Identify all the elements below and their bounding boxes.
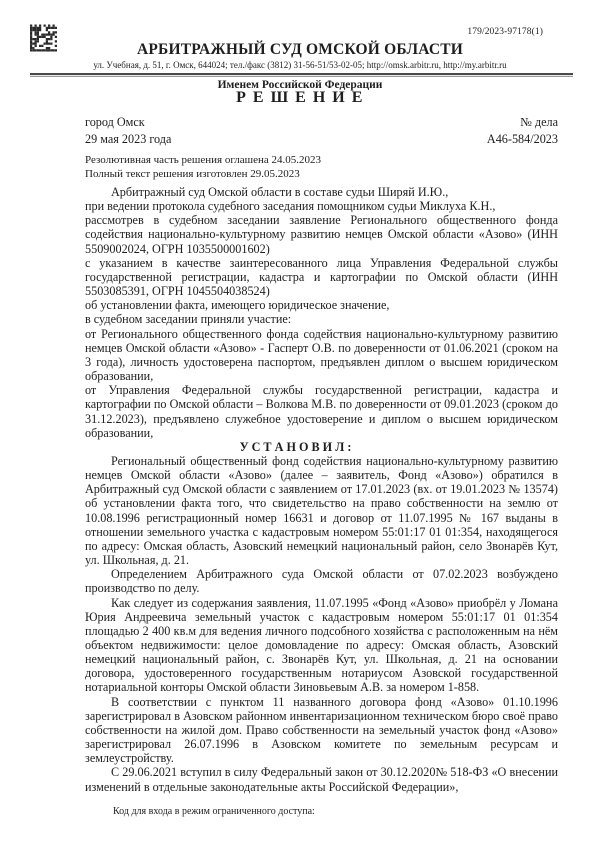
decision-date: 29 мая 2023 года (85, 131, 172, 146)
body-paragraph: С 29.06.2021 вступил в силу Федеральный закон от 30.12.2020№ 518-ФЗ «О внесении изменений в отдельные законодательные акты Российской Федерации», (85, 765, 558, 794)
preamble-paragraph: с указанием в качестве заинтересованного лица Управления Федеральной службы государственной регистрации, кадастра и картографии по Омской области (ИНН 5503085391, ОГРН 1045504038524) (85, 255, 558, 299)
body-paragraph: В соответствии с пунктом 11 названного договора фонд «Азово» 01.10.1996 зарегистрировал в Азовском районном инвентаризационном техническом бюро своё право собственности на жилой дом. Право собственности на земельный участок фонд «Азово» зарегистрировал 26.07.1996 в Азовском комитете по земельным ресурсам и землеустройству. (85, 694, 558, 766)
preamble-paragraph: в судебном заседании приняли участие: (85, 312, 292, 327)
decision-city: город Омск (85, 115, 145, 129)
resolution-dates-block (85, 153, 558, 181)
preamble-paragraph: от Управления Федеральной службы государственной регистрации, кадастра и картографии по Омской области – Волкова М.В. по доверенности от 09.01.2023 (сроком до 31.12.2023), предъявлено служебное удостоверение и диплом о высшем юридическом образовании, (85, 383, 558, 440)
body-paragraph: Региональный общественный фонд содействия национально-культурному развитию немцев Омской области «Азово» (далее – заявитель, Фонд «Азово») обратился в Арбитражный суд Омской области с заявлением от 17.01.2023 (вх. от 19.01.2023 № 13574) об установлении факта того, что свидетельство на право собственности на землю от 10.08.1996 регистрационный номер 16631 и договор от 11.07.1995 № 167 выданы в отношении земельного участка с кадастровым номером 55:01:17 01 01:354, находящегося по адресу: Омская область, Азовский немецкий национальный район, село Звонарёв Кут, ул. Школьная, д. 21. (85, 453, 558, 568)
case-number-block (487, 114, 558, 147)
preamble-paragraph: об установлении факта, имеющего юридическое значение, (85, 298, 390, 313)
preamble-paragraph: при ведении протокола судебного заседания помощником судьи Миклуха К.Н., (85, 199, 496, 214)
resolutive-part-line: Резолютивная часть решения оглашена 24.05.2023 (85, 154, 322, 166)
court-name-title: АРБИТРАЖНЫЙ СУД ОМСКОЙ ОБЛАСТИ (136, 41, 464, 58)
place-and-date (85, 114, 171, 147)
case-number-label: № дела (520, 115, 558, 129)
case-number: А46-584/2023 (486, 131, 558, 146)
decision-title: Р Е Ш Е Н И Е (236, 89, 364, 106)
ustanovil-heading: У С Т А Н О В И Л : (239, 439, 352, 454)
court-address-line: ул. Учебная, д. 51, г. Омск, 644024; тел./факс (3812) 31-56-51/53-02-05; http://omsk.arbitr.ru, http://my.arbitr.ru (93, 60, 507, 70)
preamble-paragraph: от Регионального общественного фонда содействия национально-культурному развитию немцев Омской области «Азово» - Гасперт О.В. по доверенности от 01.06.2021 (сроком на 3 года), личность удостоверена паспортом, предъявлен диплом о высшем юридическом образовании, (85, 326, 558, 384)
case-meta-block (85, 114, 558, 147)
full-text-line: Полный текст решения изготовлен 29.05.2023 (85, 168, 300, 180)
preamble-paragraph: Арбитражный суд Омской области в составе судьи Ширяй И.Ю., (111, 185, 449, 199)
preamble-paragraph: рассмотрев в судебном заседании заявление Регионального общественного фонда содействия национально-культурному развитию немцев Омской области «Азово» (ИНН 5509002024, ОГРН 1035500001602) (85, 213, 558, 256)
body-paragraph: Определением Арбитражного суда Омской области от 07.02.2023 возбуждено производство по делу. (85, 567, 558, 596)
document-registration-number: 179/2023-97178(1) (467, 27, 543, 37)
in-the-name-line: Именем Российской Федерации (217, 79, 383, 91)
access-code-label: Код для входа в режим ограниченного доступа: (113, 806, 315, 817)
header-divider (30, 73, 573, 77)
decision-body (85, 185, 558, 794)
body-paragraph: Как следует из содержания заявления, 11.07.1995 «Фонд «Азово» приобрёл у Ломана Юрия Андреевича земельный участок с кадастровым номером 55:01:17 01 01:354 площадью 2 400 кв.м для ведения личного подсобного хозяйства с расположенным на нём объектом недвижимости: целое домовладение по адресу: Омская область, Азовский немецкий национальный район, с. Звонарёв Кут, ул. Школьная, д. 21 на основании договора, удостоверенного государственным нотариусом Азовской государственной нотариальной конторы Омской области Зиновьевым А.В. за номером 1-858. (85, 595, 558, 695)
